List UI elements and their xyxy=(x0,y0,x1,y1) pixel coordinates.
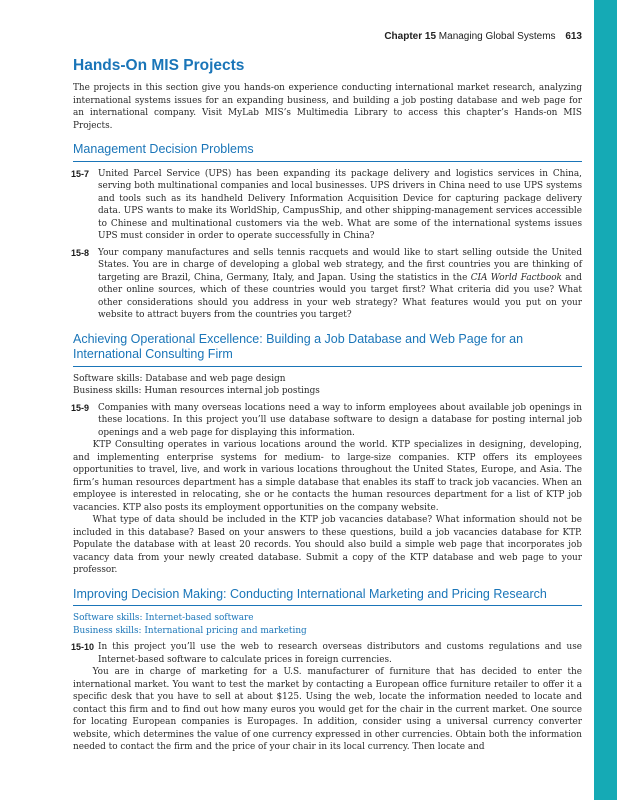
problem-number: 15-9 xyxy=(71,402,90,413)
problem-15-10 xyxy=(73,641,582,666)
problem-15-8 xyxy=(73,247,582,322)
problem-text: Your company manufactures and sells tennis racquets and would like to start selling outside the United States. You are in charge of developing a global web strategy, and the first countries you are thinking of targeting are Brazil, China, Germany, Italy, and Japan. Using the statistics in the CIA World Factbook and other online sources, which of these countries would you target first? What criteria did you use? What other considerations should you address in your web strategy? What features would you put on your website to attract buyers from the countries you target? xyxy=(98,247,582,320)
section-heading-operational: Achieving Operational Excellence: Building a Job Database and Web Page for an International Consulting Firm xyxy=(73,331,524,361)
section-heading-decision-making: Improving Decision Making: Conducting International Marketing and Pricing Research xyxy=(73,586,547,601)
section-rule xyxy=(73,605,582,606)
body-paragraph: KTP Consulting operates in various locations around the world. KTP specializes in designing, developing, and implementing enterprise systems for medium- to large-size companies. KTP offers its employees opportunities to travel, live, and work in various locations throughout the United States, Europe, and Asia. The firm’s human resources department has a simple database that enables its staff to track job vacancies. When an employee is interested in relocating, she or he contacts the human resources department for a list of KTP job vacancies. KTP also posts its employment opportunities on the company website. xyxy=(73,440,582,513)
problem-text: Companies with many overseas locations need a way to inform employees about available job openings in these locations. In this project you’ll use database software to design a database for posting internal job openings and a web page for displaying this information. xyxy=(98,402,582,438)
problem-number: 15-7 xyxy=(71,168,90,179)
problem-number: 15-8 xyxy=(71,247,90,258)
section-heading-management: Management Decision Problems xyxy=(73,142,254,156)
software-skills: Software skills: Internet-based software xyxy=(73,613,254,623)
software-skills: Software skills: Database and web page design xyxy=(73,373,286,384)
problem-text: In this project you’ll use the web to research overseas distributors and customs regulations and use Internet-based software to calculate prices in foreign currencies. xyxy=(98,642,582,665)
section-rule xyxy=(73,161,582,162)
problem-number: 15-10 xyxy=(71,642,95,652)
intro-paragraph: The projects in this section give you hands-on experience conducting international market research, analyzing international systems issues for an expanding business, and building a job posting database and web page for an international company. Visit MyLab MIS’s Multimedia Library to access this chapter’s Hands-on MIS Projects. xyxy=(73,83,582,131)
page-number: 613 xyxy=(565,31,582,42)
body-paragraph: What type of data should be included in the KTP job vacancies database? What information should not be included in this database? Based on your answers to these questions, build a job vacancies database for KTP. Populate the database with at least 20 records. You should also build a simple web page that incorporates job vacancy data from your newly created database. Submit a copy of the KTP database and web page to your professor. xyxy=(73,515,582,575)
problem-15-9 xyxy=(73,402,582,440)
problem-15-7 xyxy=(73,168,582,243)
page-title: Hands-On MIS Projects xyxy=(73,57,245,74)
chapter-number: Chapter 15 xyxy=(384,31,437,42)
color-sidebar xyxy=(594,0,617,800)
chapter-title: Managing Global Systems xyxy=(438,31,556,42)
section-rule xyxy=(73,366,582,367)
problem-text: United Parcel Service (UPS) has been expanding its package delivery and logistics services in China, serving both multinational companies and local businesses. UPS drivers in China need to use UPS systems and tools such as its handheld Delivery Information Acquisition Device for capturing package delivery data. UPS wants to make its WorldShip, CampusShip, and other shipping-management services accessible to Chinese and multinational customers via the web. What are some of the international systems issues UPS must consider in order to operate successfully in China? xyxy=(98,168,582,241)
running-header xyxy=(0,31,582,42)
body-paragraph: You are in charge of marketing for a U.S. manufacturer of furniture that has decided to enter the international market. You want to test the market by contacting a European office furniture retailer to offer it a specific desk that you have to sell at about $125. Using the web, locate the information needed to locate and contact this firm and to find out how many euros you would get for the chair in the current market. One source for locating European companies is Europages. In addition, consider using a universal currency converter website, which determines the value of one currency expressed in other currencies. Obtain both the information needed to contact the firm and the price of your chair in its local currency. Then locate and xyxy=(73,667,582,752)
page-content xyxy=(73,56,582,754)
business-skills: Business skills: Human resources internal job postings xyxy=(73,386,320,396)
factbook-title: CIA World Factbook xyxy=(470,272,562,283)
business-skills: Business skills: International pricing and marketing xyxy=(73,625,307,636)
